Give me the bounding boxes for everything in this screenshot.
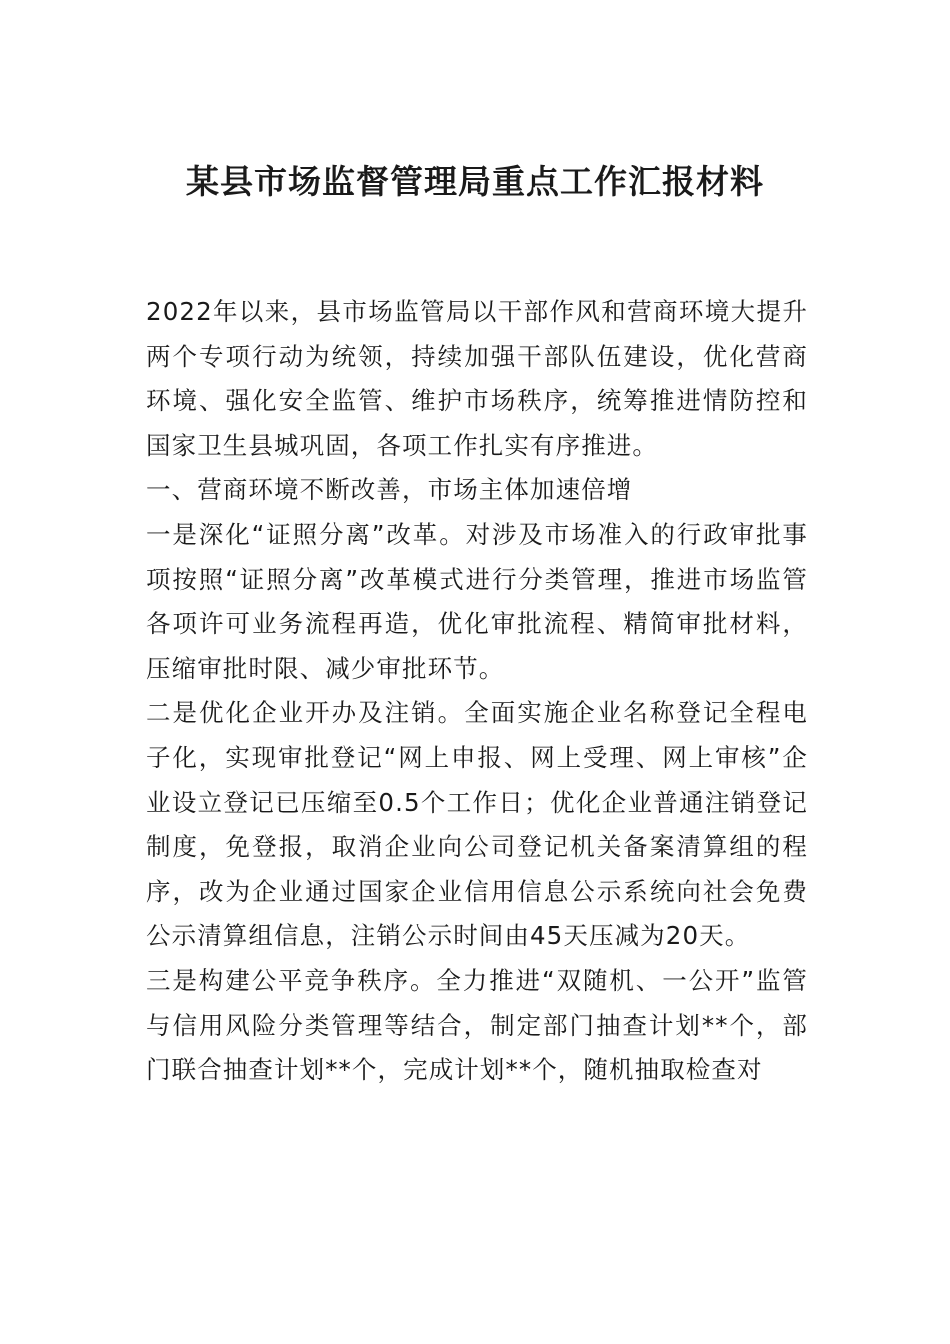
paragraph-competition: 三是构建公平竞争秩序。全力推进“双随机、一公开”监管与信用风险分类管理等结合，制定部门抽查计划**个，部门联合抽查计划**个，完成计划**个，随机抽取检查对 — [146, 965, 808, 1085]
paragraph-enterprise: 二是优化企业开办及注销。全面实施企业名称登记全程电子化，实现审批登记“网上申报、网上受理、网上审核”企业设立登记已压缩至0.5个工作日；优化企业普通注销登记制度，免登报，取消企业向公司登记机关备案清算组的程序，改为企业通过国家企业信用信息公示系统向社会免费公示清算组信息，注销公示时间由45天压减为20天。 — [146, 698, 808, 951]
intro-paragraph: 2022年以来，县市场监管局以干部作风和营商环境大提升两个专项行动为统领，持续加强干部队伍建设，优化营商环境、强化安全监管、维护市场秩序，统筹推进情防控和国家卫生县城巩固，各项工作扎实有序推进。 — [146, 297, 808, 460]
section-heading-1: 一、营商环境不断改善，市场主体加速倍增 — [146, 475, 633, 505]
document-title: 某县市场监督管理局重点工作汇报材料 — [186, 162, 764, 201]
paragraph-reform: 一是深化“证照分离”改革。对涉及市场准入的行政审批事项按照“证照分离”改革模式进行分类管理，推进市场监管各项许可业务流程再造，优化审批流程、精简审批材料，压缩审批时限、减少审批环节。 — [146, 519, 808, 683]
document-body — [146, 290, 808, 1093]
